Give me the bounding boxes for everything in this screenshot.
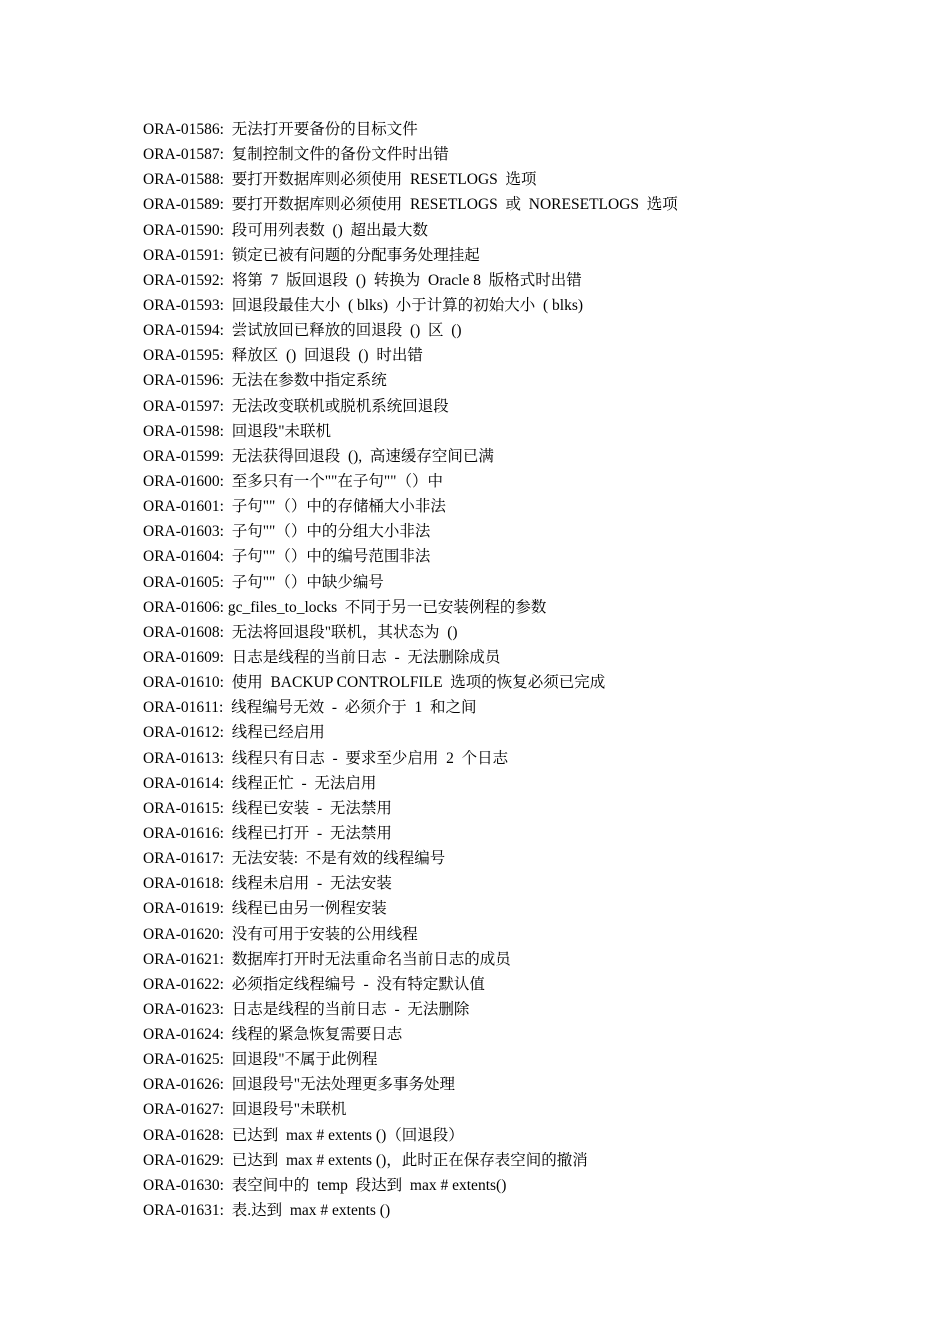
error-line: ORA-01586: 无法打开要备份的目标文件 [143,121,418,138]
error-line: ORA-01619: 线程已由另一例程安装 [143,900,387,918]
error-line: ORA-01631: 表.达到 max # extents () [143,1202,391,1220]
error-line: ORA-01587: 复制控制文件的备份文件时出错 [143,146,449,164]
error-line: ORA-01616: 线程已打开 - 无法禁用 [143,824,392,842]
error-line: ORA-01624: 线程的紧急恢复需要日志 [143,1026,403,1044]
error-line: ORA-01595: 释放区 () 回退段 () 时出错 [143,347,423,365]
error-line: ORA-01604: 子句""（）中的编号范围非法 [143,548,431,566]
error-line: ORA-01622: 必须指定线程编号 - 没有特定默认值 [143,975,485,993]
error-line: ORA-01629: 已达到 max # extents ()，此时正在保存表空间的撤消 [143,1151,588,1169]
error-line: ORA-01588: 要打开数据库则必须使用 RESETLOGS 选项 [143,171,537,189]
error-line: ORA-01601: 子句""（）中的存储桶大小非法 [143,498,446,516]
error-line: ORA-01597: 无法改变联机或脱机系统回退段 [143,397,449,415]
error-line: ORA-01592: 将第 7 版回退段 () 转换为 Oracle 8 版格式时出错 [143,271,582,289]
error-line: ORA-01606: gc_files_to_locks 不同于另一已安装例程的参数 [143,598,547,616]
error-line: ORA-01600: 至多只有一个""在子句""（）中 [143,472,444,490]
error-line: ORA-01620: 没有可用于安装的公用线程 [143,925,418,943]
error-line: ORA-01627: 回退段号"未联机 [143,1101,347,1119]
error-line: ORA-01608: 无法将回退段"联机，其状态为 () [143,623,458,641]
error-line: ORA-01610: 使用 BACKUP CONTROLFILE 选项的恢复必须已完成 [143,674,606,692]
error-line: ORA-01621: 数据库打开时无法重命名当前日志的成员 [143,950,511,968]
error-line: ORA-01623: 日志是线程的当前日志 - 无法删除 [143,1000,470,1018]
error-line: ORA-01615: 线程已安装 - 无法禁用 [143,799,392,817]
error-line: ORA-01611: 线程编号无效 - 必须介于 1 和之间 [143,699,477,717]
error-line: ORA-01590: 段可用列表数 () 超出最大数 [143,221,429,239]
error-line: ORA-01609: 日志是线程的当前日志 - 无法删除成员 [143,648,501,666]
error-line: ORA-01625: 回退段"不属于此例程 [143,1051,378,1069]
error-line: ORA-01630: 表空间中的 temp 段达到 max # extents() [143,1176,507,1194]
error-line: ORA-01613: 线程只有日志 - 要求至少启用 2 个日志 [143,749,509,767]
error-line: ORA-01618: 线程未启用 - 无法安装 [143,875,392,893]
error-line: ORA-01598: 回退段"未联机 [143,422,332,440]
error-line: ORA-01594: 尝试放回已释放的回退段 () 区 () [143,322,462,340]
error-line: ORA-01593: 回退段最佳大小 ( blks) 小于计算的初始大小 ( blks) [143,296,584,314]
error-line: ORA-01628: 已达到 max # extents ()（回退段） [143,1126,464,1144]
error-line: ORA-01614: 线程正忙 - 无法启用 [143,774,377,792]
error-line: ORA-01626: 回退段号"无法处理更多事务处理 [143,1076,456,1094]
error-line: ORA-01603: 子句""（）中的分组大小非法 [143,523,431,541]
error-line: ORA-01591: 锁定已被有问题的分配事务处理挂起 [143,246,480,264]
error-line: ORA-01612: 线程已经启用 [143,724,325,742]
error-line: ORA-01617: 无法安装: 不是有效的线程编号 [143,850,446,868]
error-line: ORA-01589: 要打开数据库则必须使用 RESETLOGS 或 NORESETLOGS 选项 [143,196,678,214]
error-line: ORA-01596: 无法在参数中指定系统 [143,372,387,390]
error-line: ORA-01599: 无法获得回退段 (), 高速缓存空间已满 [143,447,494,465]
error-line: ORA-01605: 子句""（）中缺少编号 [143,573,384,591]
error-code-list [143,117,903,1223]
